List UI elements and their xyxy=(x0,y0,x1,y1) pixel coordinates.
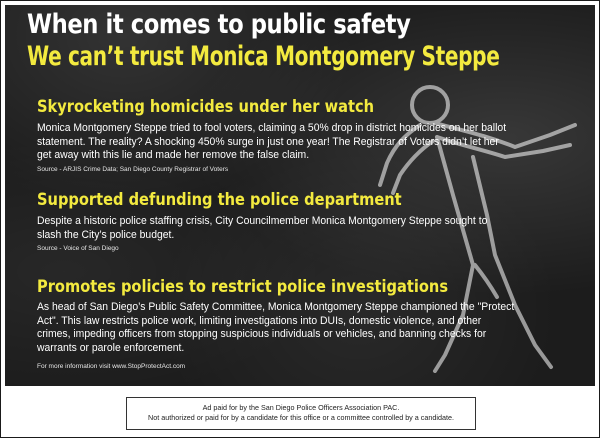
section-body-investigations: As head of San Diego’s Public Safety Committee, Monica Montgomery Steppe championed the "Protect Act". This law restricts police work, limiting investigations into DUIs, domestic violence, and other crimes, impeding officers from stopping suspicious individuals or vehicles, and banning checks for warrants or parole enforcement. xyxy=(37,301,515,354)
headline-line-1: When it comes to public safety xyxy=(27,9,411,40)
section-body-homicides: Monica Montgomery Steppe tried to fool voters, claiming a 50% drop in district homicides on her ballot statement. The reality? A shocking 450% surge in just one year! The Registrar of Voters didn’t let her get away with this lie and made her remove the false claim. xyxy=(37,122,507,162)
section-title-investigations: Promotes policies to restrict police investigations xyxy=(37,277,449,297)
headline-line-2: We can’t trust Monica Montgomery Steppe xyxy=(27,41,500,72)
disclaimer-line-1: Ad paid for by the San Diego Police Officers Association PAC. xyxy=(202,403,400,412)
section-body-defunding: Despite a historic police staffing crisis, City Councilmember Monica Montgomery Steppe sought to slash the City’s police budget. xyxy=(37,215,488,241)
section-source-homicides: Source - ARJIS Crime Data; San Diego County Registrar of Voters xyxy=(37,166,229,173)
section-source-investigations: For more information visit www.StopProtectAct.com xyxy=(37,363,186,370)
section-source-defunding: Source - Voice of San Diego xyxy=(37,245,119,252)
section-title-defunding: Supported defunding the police department xyxy=(37,190,402,210)
mailer-panel xyxy=(5,5,595,386)
disclaimer-line-2: Not authorized or paid for by a candidate for this office or a committee controlled by a candidate. xyxy=(148,413,454,422)
section-title-homicides: Skyrocketing homicides under her watch xyxy=(37,97,375,117)
paid-for-disclaimer xyxy=(126,397,476,430)
